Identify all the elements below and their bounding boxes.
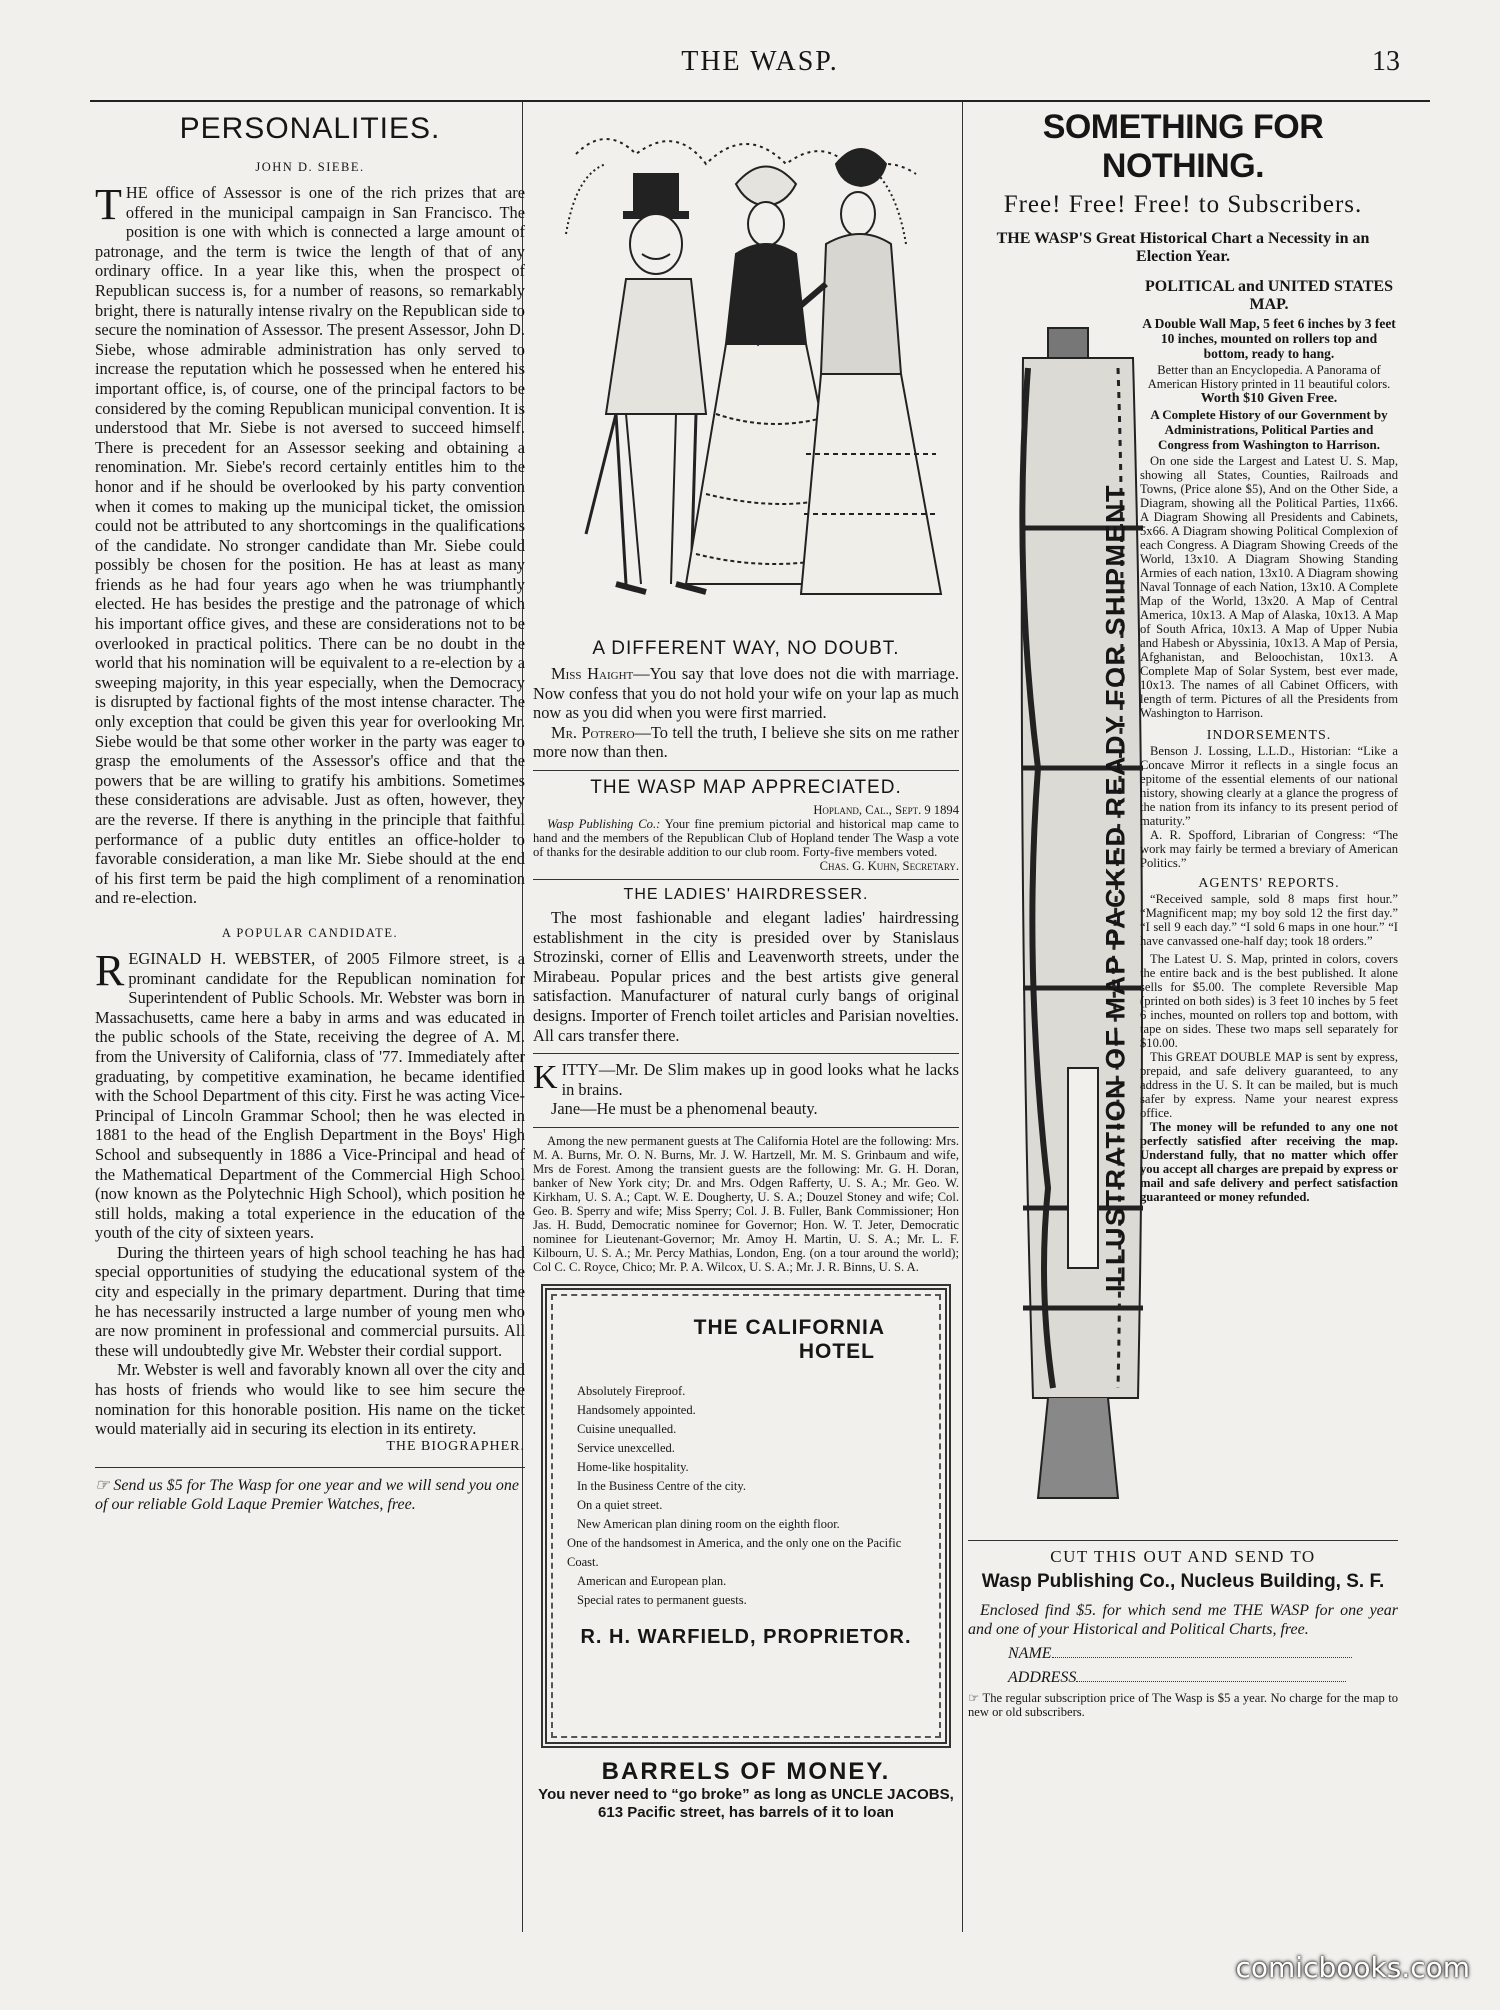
map-letter-signature: Chas. G. Kuhn, Secretary. xyxy=(819,858,959,873)
agents-title: AGENTS' REPORTS. xyxy=(1198,876,1340,891)
dialog-1-text: —You say that love does not die with marriage. Now confess that you do not hold your wife on your lap as much now as you did when you were first married. xyxy=(533,664,959,723)
webster-article xyxy=(95,945,525,1243)
webster-article-text: EGINALD H. WEBSTER, of 2005 Filmore street, is a prominant candidate for the Republican nomination for Superintendent of Public Schools. Mr. Webster was born in Massachusetts, came here a baby in arms and was educated in the public schools of the State, receiving the degree of A. M. from the University of California, class of '77. Immediately after graduating, by competitive examination, he became identified with the School Department of this city. First he was acting Vice-Principal of Lincoln Grammar School; then he was elected in 1881 to the head of the English Department in the Boys' High School and subsequently in 1886 a Vice-Principal and head of the Mathematical Department of the Commercial High School (now known as the Polytechnic High School), which position he still holds, making a total experience in the education of the youth of the city of sixteen years. xyxy=(95,948,525,1243)
watch-promo: ☞ Send us $5 for The Wasp for one year and we will send you one of our reliable Gold Laque Premier Watches, free. xyxy=(95,1476,519,1513)
address-line[interactable] xyxy=(1076,1681,1346,1682)
biographer-signature: THE BIOGRAPHER. xyxy=(386,1438,525,1454)
worth-text: Worth $10 Given Free. xyxy=(1200,391,1338,406)
money-refund-text: The money will be refunded to any one not perfectly satisfied after receiving the map. Understand fully, that no matter which offer you accept all charges are prepaid by express or mail and safe delivery and perfect satisfaction guaranteed or money refunded. xyxy=(1140,1120,1398,1204)
hotel-feature-line: On a quiet street. xyxy=(577,1497,663,1512)
map-letter-text: Your fine premium pictorial and historical map came to hand and the members of the Republican Club of Hopland tender The Wasp a vote of thanks for the desirable addition to our club room. Forty-five members voted. xyxy=(533,816,959,859)
hotel-feature-line: In the Business Centre of the city. xyxy=(577,1478,746,1493)
free-headline: Free! Free! Free! to Subscribers. xyxy=(1003,191,1363,218)
indorsement-spofford: A. R. Spofford, Librarian of Congress: “The work may fairly be termed a breviary of American Politics.” xyxy=(1140,828,1398,870)
section-rule xyxy=(533,879,959,880)
siebe-article xyxy=(95,180,525,908)
dialog-2-text: —To tell the truth, I believe she sits on me rather more now than then. xyxy=(533,722,959,762)
indorsements-title: INDORSEMENTS. xyxy=(1206,728,1332,743)
column-divider-2 xyxy=(962,102,963,1932)
cartoon-dialog-1 xyxy=(533,664,959,723)
name-line[interactable] xyxy=(1052,1657,1352,1658)
hotel-feature-line: One of the handsomest in America, and the only one on the Pacific Coast. xyxy=(567,1535,902,1569)
hotel-feature-line: Service unexcelled. xyxy=(577,1440,675,1455)
double-map-desc: A Double Wall Map, 5 feet 6 inches by 3 feet 10 inches, mounted on rollers top and bottom, ready to hang. xyxy=(1142,316,1396,361)
hotel-feature-line: New American plan dining room on the eighth floor. xyxy=(577,1516,840,1531)
personalities-heading: PERSONALITIES. xyxy=(179,112,441,145)
column-map-offer xyxy=(968,108,1398,1719)
hotel-title-line1: THE CALIFORNIA xyxy=(693,1315,885,1339)
hotel-feature-line: Home-like hospitality. xyxy=(577,1459,689,1474)
kitty-joke xyxy=(533,1060,959,1099)
speaker-mr-potrero: Mr. Potrero xyxy=(551,722,635,742)
map-letter xyxy=(533,817,959,859)
cartoon-title: A DIFFERENT WAY, NO DOUBT. xyxy=(592,638,900,659)
siebe-article-text: HE office of Assessor is one of the rich prizes that are offered in the municipal campaign in San Francisco. The position is one with which is connected a large amount of patronage, and the term is twice the length of that of any ordinary office. In a year like this, when the prospect of Republican success is, for a number of reasons, so remarkably bright, there is naturally intense rivalry on the Republican side to secure the nomination of Assessor. The present Assessor, John D. Siebe, whose admirable administration has only served to increase the reputation which he possessed when he entered his important office, is, of course, one of the principal factors to be considered by the coming Republican municipal convention. It is understood that Mr. Siebe is not aversed to succeed himself. There is precedent for an Assessor seeking and obtaining a renomination. Mr. Siebe's record certainly entitles him to the honor and if he should be overlooked by his party convention when it comes to making up the municipal ticket, the omission could not be attributed to any shortcomings in the qualifications of the candidate. No stronger candidate than Mr. Siebe could possibly be chosen for the position. He has at least as many friends as he had four years ago when he was triumphantly elected. He has besides the prestige and the patronage of which his important office gives, and these are considerations not to be overlooked in practical politics. There can be no doubt in the world that his nomination will be equivalent to a re-election by a sweeping majority, in this year especially, when the Democracy is disrupted by factional fights of the most intense character. The only exception that could be given this year for overlooking Mr. Siebe would be that some other worker in the party was eager to grasp the emoluments of the Assessor's office and that the powers that be are willing to gratify his ambitions. Sometimes these considerations are advisable. Just as often, however, they are the reverse. If there is anything in the principle that faithful performance of a public duty entitles an office-holder to favorable consideration, a man like Mr. Siebe should at the end of his first term be paid the high compliment of a renomination and re-election. xyxy=(95,183,525,908)
barrels-text: You never need to “go broke” as long as UNCLE JACOBS, 613 Pacific street, has barrels of it to loan xyxy=(538,1785,954,1821)
address-label: ADDRESS xyxy=(1008,1669,1077,1686)
kitty-joke-text: ITTY—Mr. De Slim makes up in good looks what he lacks in brains. xyxy=(561,1060,959,1099)
wasp-publishing-address: Wasp Publishing Co., Nucleus Building, S. F. xyxy=(981,1571,1385,1592)
better-than-text: Better than an Encyclopedia. A Panorama of American History printed in 11 beautiful colors. xyxy=(1147,363,1391,391)
indorsement-lossing: Benson J. Lossing, L.L.D., Historian: “Like a Concave Mirror it reflects in a single focus an epitome of the essential elements of our national history, showing clearly at a glance the progress of the nation from its infancy to its present period of maturity.” xyxy=(1140,744,1398,828)
map-description-block xyxy=(1140,278,1398,1204)
speaker-miss-haight: Miss Haight xyxy=(551,664,634,683)
webster-subheading: A POPULAR CANDIDATE. xyxy=(221,925,399,940)
site-watermark: comicbooks.com xyxy=(1235,1951,1470,1984)
map-letter-dateline: Hopland, Cal., Sept. 9 1894 xyxy=(813,802,959,817)
drop-cap-r: R xyxy=(95,945,125,995)
hotel-feature-line: Special rates to permanent guests. xyxy=(577,1592,747,1607)
hotel-title-line2: HOTEL xyxy=(798,1339,875,1363)
vertical-caption: ILLUSTRATION OF MAP PACKED READY FOR SHIPMENT xyxy=(1100,483,1131,1293)
address-field[interactable] xyxy=(1008,1669,1398,1687)
page-number: 13 xyxy=(1372,46,1400,77)
hotel-feature-line: American and European plan. xyxy=(577,1573,727,1588)
cut-out-text: CUT THIS OUT AND SEND TO xyxy=(1050,1547,1316,1566)
section-rule xyxy=(95,1467,525,1468)
masthead-title: THE WASP. xyxy=(681,46,839,77)
hotel-feature-line: Cuisine unequalled. xyxy=(577,1421,677,1436)
hotel-guests-list: Among the new permanent guests at The California Hotel are the following: Mrs. M. A. Burns, Mr. O. N. Burns, Mr. J. W. Hartzell, Mr. M. S. Grinbaum and wife, Mrs de Forest. Among the transient guests are the following: Mr. G. H. Doran, banker of New York city; Dr. and Mrs. Odgen Rafferty, U. S. A.; Mr. Geo. W. Kirkham, U. S. A.; Capt. W. E. Dougherty, U. S. A.; Douzel Stoney and wife; Col. Geo. B. Sperry and wife; Miss Sperry; Col. J. B. Fuller, Bank Commissioner; Hon Jas. H. Budd, Democratic nominee for Governor; Hon. W. T. Jeter, Democratic nominee for Lieutenant-Governor; Mr. Amoy H. Martin, U. S. A.; Mr. L. F. Kilbourn, U. S. A.; Mr. Percy Mathias, London, Eng. (on a tour around the world); Col C. C. Royce, Chico; Mr. P. A. Wilcox, U. S. A.; Mr. J. R. Binns, U. S. A. xyxy=(533,1133,959,1274)
hotel-feature-line: Handsomely appointed. xyxy=(577,1402,696,1417)
column-middle xyxy=(533,108,959,1822)
map-letter-address: Wasp Publishing Co.: xyxy=(547,816,661,831)
section-rule xyxy=(533,770,959,771)
chart-subhead: THE WASP'S Great Historical Chart a Necessity in an Election Year. xyxy=(996,230,1370,265)
hotel-features-list xyxy=(567,1382,925,1610)
map-illustration-block xyxy=(968,278,1398,1538)
name-field[interactable] xyxy=(1008,1645,1398,1663)
name-label: NAME xyxy=(1008,1645,1052,1662)
latest-map-text: The Latest U. S. Map, printed in colors, covers the entire back and is the best published. It alone sells for $5.00. The complete Reversible Map (printed on both sides) is 3 feet 10 inches by 5 feet 6 inches, mounted on rollers top and bottom, with tape on sides. These two maps sell separately for $10.00. xyxy=(1140,952,1398,1050)
header-rule xyxy=(90,100,1430,102)
siebe-subheading: JOHN D. SIEBE. xyxy=(255,160,365,174)
section-rule xyxy=(533,1127,959,1128)
complete-history-text: A Complete History of our Government by Administrations, Political Parties and Congress from Washington to Harrison. xyxy=(1150,407,1388,452)
webster-paragraph-2: During the thirteen years of high school teaching he has had special opportunities of studying the educational system of the city and especially in the primary department. During that time he has necessarily instructed a large number of young men who are now prominent in professional and commercial pursuits. All these will undoubtedly give Mr. Webster their cordial support. xyxy=(95,1242,525,1360)
map-appreciated-title: THE WASP MAP APPRECIATED. xyxy=(590,776,902,798)
agents-reports: “Received sample, sold 8 maps first hour.” “Magnificent map; my boy sold 12 the first day.” “I sell 9 each day.” “I sold 6 maps in one hour.” “I have canvassed one-half day; took 18 orders.” xyxy=(1140,892,1398,948)
section-rule xyxy=(968,1540,1398,1541)
hairdresser-title: THE LADIES' HAIRDRESSER. xyxy=(623,885,869,903)
jane-joke: Jane—He must be a phenomenal beauty. xyxy=(551,1099,818,1119)
order-form-text: Enclosed find $5. for which send me THE WASP for one year and one of your Historical and Political Charts, free. xyxy=(968,1602,1398,1638)
section-rule xyxy=(533,1053,959,1054)
barrels-title: BARRELS OF MONEY. xyxy=(601,1757,891,1785)
vertical-caption-wrap xyxy=(1096,298,1136,1478)
california-hotel-ad xyxy=(541,1284,951,1748)
great-double-map-text: This GREAT DOUBLE MAP is sent by express, prepaid, and safe delivery guaranteed, to any address in the U. S. It can be mailed, but is much safer by express. Name your nearest express office. xyxy=(1140,1050,1398,1120)
column-personalities xyxy=(95,108,525,1514)
offer-title: SOMETHING FOR NOTHING. xyxy=(1042,108,1324,185)
hairdresser-text: The most fashionable and elegant ladies' hairdressing establishment in the city is presided over by Stanislaus Strozinski, corner of Ellis and Leavenworth streets, under the Mirabeau. Popular prices and the best artists give general satisfaction. Manufacturer of natural curly bangs of original designs. Importer of French toilet articles and Parisian novelties. All cars transfer there. xyxy=(533,907,959,1045)
cartoon-illustration xyxy=(546,114,946,634)
cartoon-dialog-2 xyxy=(533,723,959,762)
hotel-feature-line: Absolutely Fireproof. xyxy=(577,1383,686,1398)
subscription-note: ☞ The regular subscription price of The Wasp is $5 a year. No charge for the map to new or old subscribers. xyxy=(968,1691,1398,1719)
drop-cap-t: T xyxy=(95,180,122,229)
hotel-proprietor: R. H. WARFIELD, PROPRIETOR. xyxy=(580,1625,912,1648)
drop-cap-k: K xyxy=(533,1059,558,1097)
webster-paragraph-3: Mr. Webster is well and favorably known all over the city and has hosts of friends who would like to see him secure the nomination for this honorable position. His name on the ticket would materially aid in securing its election in its entirety. xyxy=(95,1360,525,1439)
map-contents-list: On one side the Largest and Latest U. S. Map, showing all States, Counties, Railroads and Towns, (Price alone $5), And on the Other Side, a Diagram, showing all the Political Parties, 11x66. A Diagram Showing all Presidents and Cabinets, 5x66. A Diagram showing Political Complexion of each Congress. A Diagram Showing Creeds of the World, 13x10. A Diagram Showing Standing Armies of each nation, 13x10. A Diagram showing Naval Tonnage of each Nation, 13x10. A Complete Map of the World, 13x20. A Map of Central America, 10x13. A Map of Alaska, 10x13. A Map of South Africa, 10x13. A Map of Upper Nubia and Habesh or Abyssinia, 10x13. A Map of Persia, Afghanistan, and Beloochistan, 10x13. A Complete Map of Solar System, best ever made, 10x13. The names of all Cabinet Officers, with length of term. Pictures of all the Presidents from Washington to Harrison. xyxy=(1140,454,1398,720)
page-header xyxy=(90,44,1430,84)
pol-map-title: POLITICAL and UNITED STATES MAP. xyxy=(1145,278,1393,313)
